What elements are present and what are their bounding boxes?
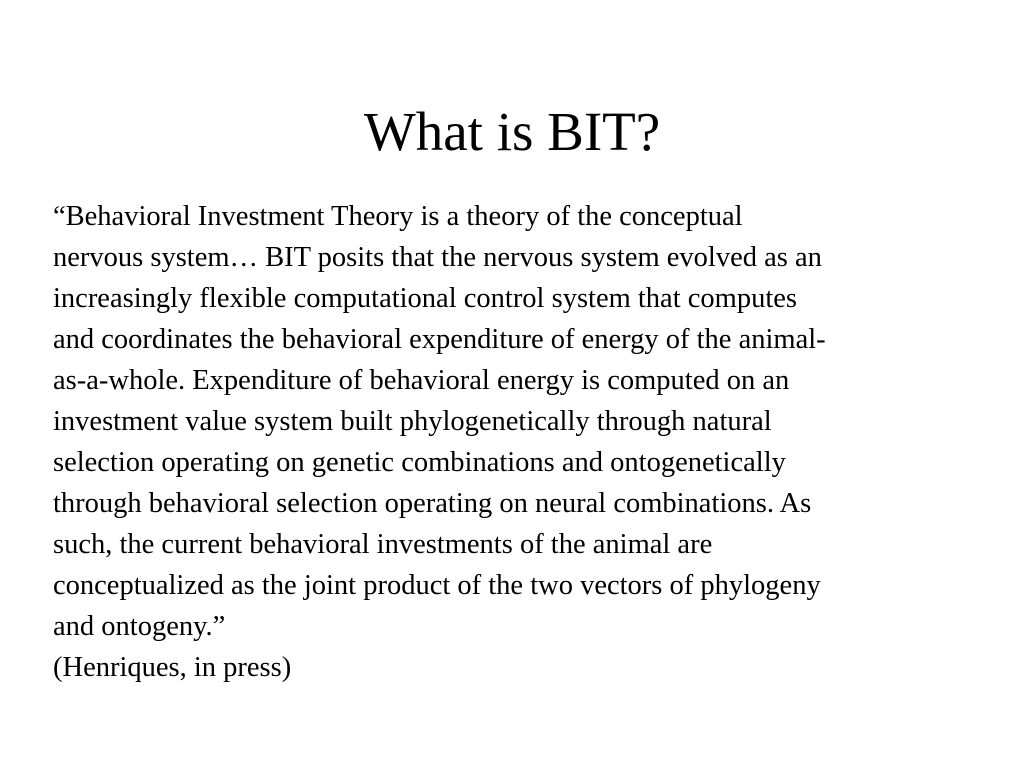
quote-line: investment value system built phylogenetically through natural — [53, 406, 772, 437]
quote-line: “Behavioral Investment Theory is a theory of the conceptual — [53, 201, 743, 232]
slide-title: What is BIT? — [363, 101, 661, 162]
quote-line: selection operating on genetic combinations and ontogenetically — [53, 447, 786, 478]
quote-line: and coordinates the behavioral expenditure of energy of the animal- — [53, 324, 826, 355]
slide-body — [53, 196, 993, 688]
quote-line: conceptualized as the joint product of the two vectors of phylogeny — [53, 570, 821, 601]
quote-line: and ontogeny.” — [53, 611, 226, 642]
quote-line: nervous system… BIT posits that the nervous system evolved as an — [53, 242, 822, 273]
citation: (Henriques, in press) — [53, 652, 292, 683]
quote-line: such, the current behavioral investments of the animal are — [53, 529, 713, 560]
quote-line: through behavioral selection operating on neural combinations. As — [53, 488, 812, 519]
quote-line: as-a-whole. Expenditure of behavioral energy is computed on an — [53, 365, 790, 396]
quote-line: increasingly flexible computational control system that computes — [53, 283, 797, 314]
quote-paragraph — [53, 196, 993, 647]
